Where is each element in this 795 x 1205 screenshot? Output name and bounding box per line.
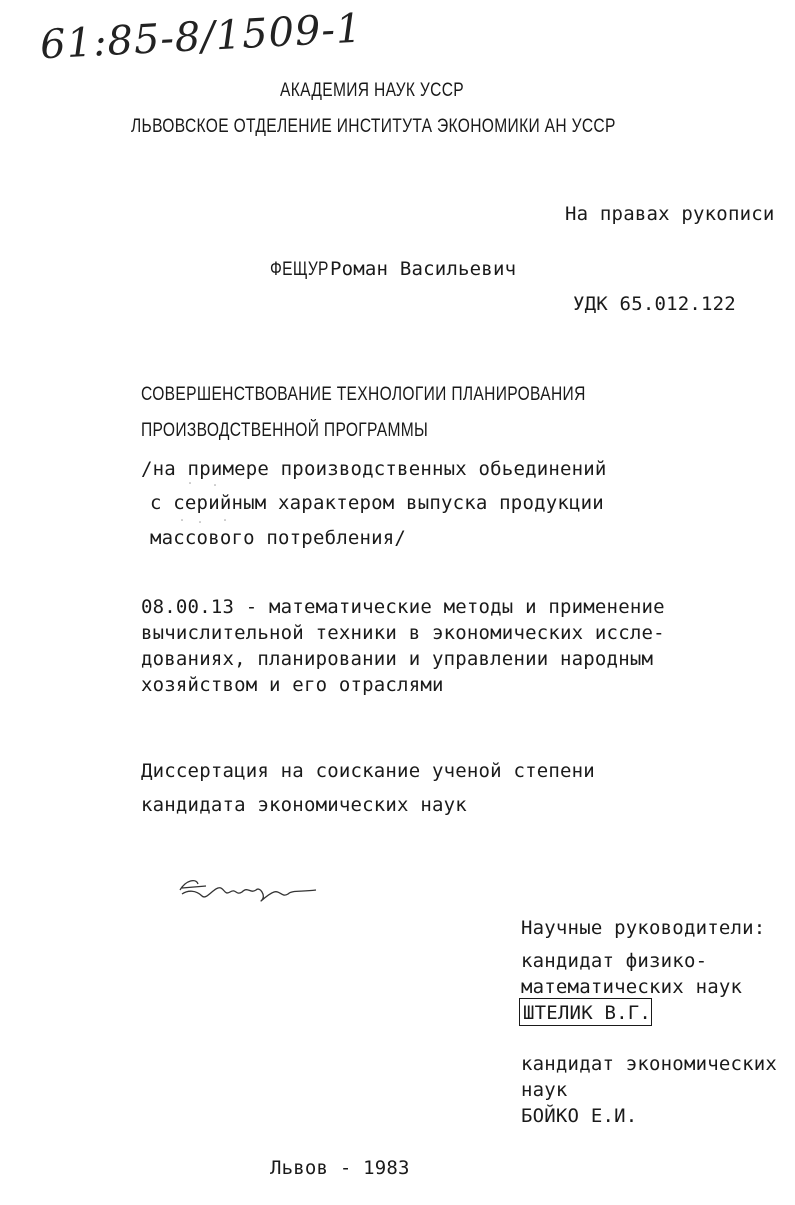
author-surname: ФЕЩУР (270, 259, 329, 280)
author-given-names: Роман Васильевич (330, 258, 517, 280)
academy-title: АКАДЕМИЯ НАУК УССР (280, 80, 465, 101)
supervisor-2-degree-line-2: наук (521, 1079, 568, 1101)
paper-specks (170, 480, 250, 530)
supervisor-1-degree-line-1: кандидат физико- (521, 950, 708, 972)
supervisor-1-name: ШТЕЛИК В.Г. (523, 1002, 652, 1024)
author-name (270, 258, 516, 281)
specialty-line-4: хозяйством и его отраслями (141, 674, 444, 696)
supervisor-2-degree-line-1: кандидат экономических (521, 1053, 778, 1075)
specialty-line-1: 08.00.13 - математические методы и применение (141, 596, 665, 618)
specialty-line-2: вычислительной техники в экономических иссле- (141, 622, 665, 644)
thesis-subtitle-line-3: массового потребления/ (150, 527, 407, 549)
udc-code: УДК 65.012.122 (573, 293, 736, 315)
thesis-subtitle-line-2: с серийным характером выпуска продукции (150, 492, 604, 514)
manuscript-rights: На правах рукописи (565, 203, 775, 225)
thesis-title-line-2: ПРОИЗВОДСТВЕННОЙ ПРОГРАММЫ (141, 420, 429, 441)
dissertation-line-2: кандидата экономических наук (141, 794, 467, 816)
thesis-title-line-1: СОВЕРШЕНСТВОВАНИЕ ТЕХНОЛОГИИ ПЛАНИРОВАНИЯ (141, 384, 586, 405)
supervisors-heading: Научные руководители: (521, 917, 766, 939)
supervisor-1-degree-line-2: математических наук (521, 976, 743, 998)
thesis-subtitle-line-1: /на примере производственных обьединений (141, 458, 607, 480)
dissertation-line-1: Диссертация на соискание ученой степени (141, 760, 595, 782)
place-and-year: Львов - 1983 (270, 1157, 410, 1179)
archive-number-handwritten: 61:85-8/1509-1 (39, 5, 364, 69)
author-signature (176, 868, 321, 908)
supervisor-2-name: БОЙКО Е.И. (521, 1105, 638, 1127)
institute-title: ЛЬВОВСКОЕ ОТДЕЛЕНИЕ ИНСТИТУТА ЭКОНОМИКИ АН УССР (131, 116, 616, 137)
specialty-line-3: дованиях, планировании и управлении народным (141, 648, 654, 670)
